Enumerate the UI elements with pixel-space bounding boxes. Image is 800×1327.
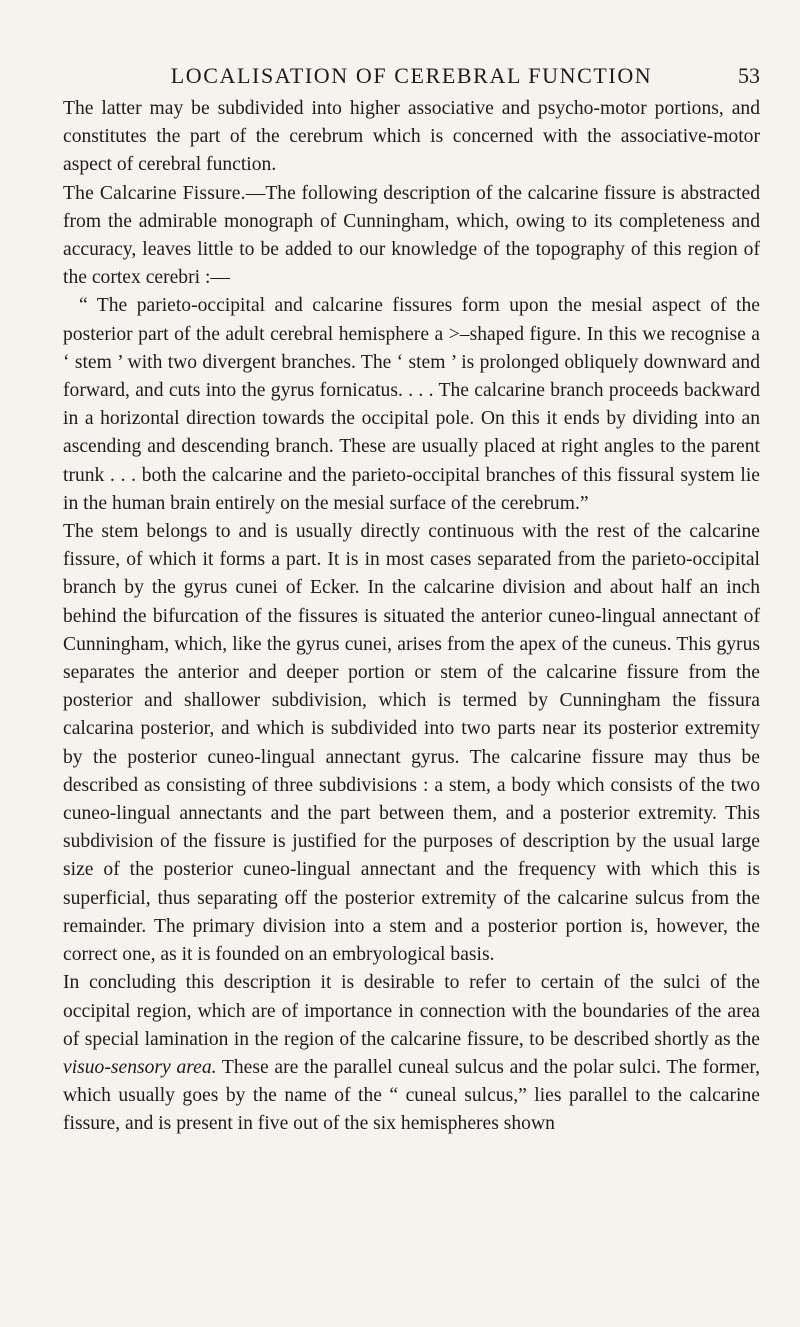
paragraph-text: —The following description of the calcarine fissure is abstracted from the admirable monograph of Cunningham, which, owing to its completeness and accuracy, leaves little to be added to our knowledge of the topography of this region of the cortex cerebri :— — [63, 182, 760, 289]
quote-text: “ The parieto-occipital and calcarine fissures form upon the mesial aspect of the posterior part of the adult cerebral hemisphere a >–shaped figure. In this we recognise a ‘ stem ’ with two divergent branches. The ‘ stem ’ is prolonged obliquely downward and forward, and cuts into the gyrus fornicatus. . . . The calcarine branch proceeds backward in a horizontal direction towards the occipital pole. On this it ends by dividing into an ascending and descending branch. These are usually placed at right angles to the parent trunk . . . both the calcarine and the parieto-occipital branches of this fissural system lie in the human brain entirely on the mesial surface of the cerebrum.” — [63, 295, 760, 514]
paragraph-text: The latter may be subdivided into higher associative and psycho-motor portions, and constitutes the part of the cerebrum which is concerned with the associative-motor aspect of cerebral function. — [63, 98, 760, 176]
paragraph-stem-description — [63, 518, 760, 969]
running-head: LOCALISATION OF CEREBRAL FUNCTION — [170, 63, 653, 88]
paragraph-text: The stem belongs to and is usually directly continuous with the rest of the calcarine fissure, of which it forms a part. It is in most cases separated from the parieto-occipital branch by the gyrus cunei of Ecker. In the calcarine division and about half an inch behind the bifurcation of the fissures is situated the anterior cuneo-lingual annectant of Cunningham, which, like the gyrus cunei, arises from the apex of the cuneus. This gyrus separates the anterior and deeper portion or stem of the calcarine fissure from the posterior and shallower subdivision, which is termed by Cunningham the fissura calcarina posterior, and which is subdivided into two parts near its posterior extremity by the posterior cuneo-lingual annectant gyrus. The calcarine fissure may thus be described as consisting of three subdivisions : a stem, a body which consists of the two cuneo-lingual annectants and the part between them, and a posterior extremity. This subdivision of the fissure is justified for the purposes of description by the usual large size of the posterior cuneo-lingual annectant and the frequency with which this is superficial, thus separating off the posterior extremity of the calcarine sulcus from the remainder. The primary division into a stem and a posterior portion is, however, the correct one, as it is founded on an embryological basis. — [63, 521, 760, 966]
paragraph-occipital-sulci — [63, 969, 760, 1138]
paragraph-text: In concluding this description it is desirable to refer to certain of the sulci of the occipital region, which are of importance in connection with the boundaries of the area of special lamination in the region of the calcarine fissure, to be described shortly as the — [63, 972, 760, 1050]
book-page — [63, 0, 760, 1327]
paragraph-calcarine-fissure-intro — [63, 180, 760, 293]
section-heading-calcarine-fissure: The Calcarine Fissure. — [63, 182, 246, 204]
term-visuo-sensory-area: visuo-sensory area. — [63, 1056, 217, 1078]
page-body — [63, 95, 760, 1139]
page-number: 53 — [738, 63, 760, 88]
block-quote-cunningham — [63, 292, 760, 518]
paragraph-associative-motor — [63, 95, 760, 180]
paragraph-text-continued: These are the parallel cuneal sulcus and the polar sulci. The former, which usually goes by the name of the “ cuneal sulcus,” lies parallel to the calcarine fissure, and is present in five out of the six hemispheres shown — [63, 1056, 761, 1135]
page-header — [63, 61, 760, 91]
